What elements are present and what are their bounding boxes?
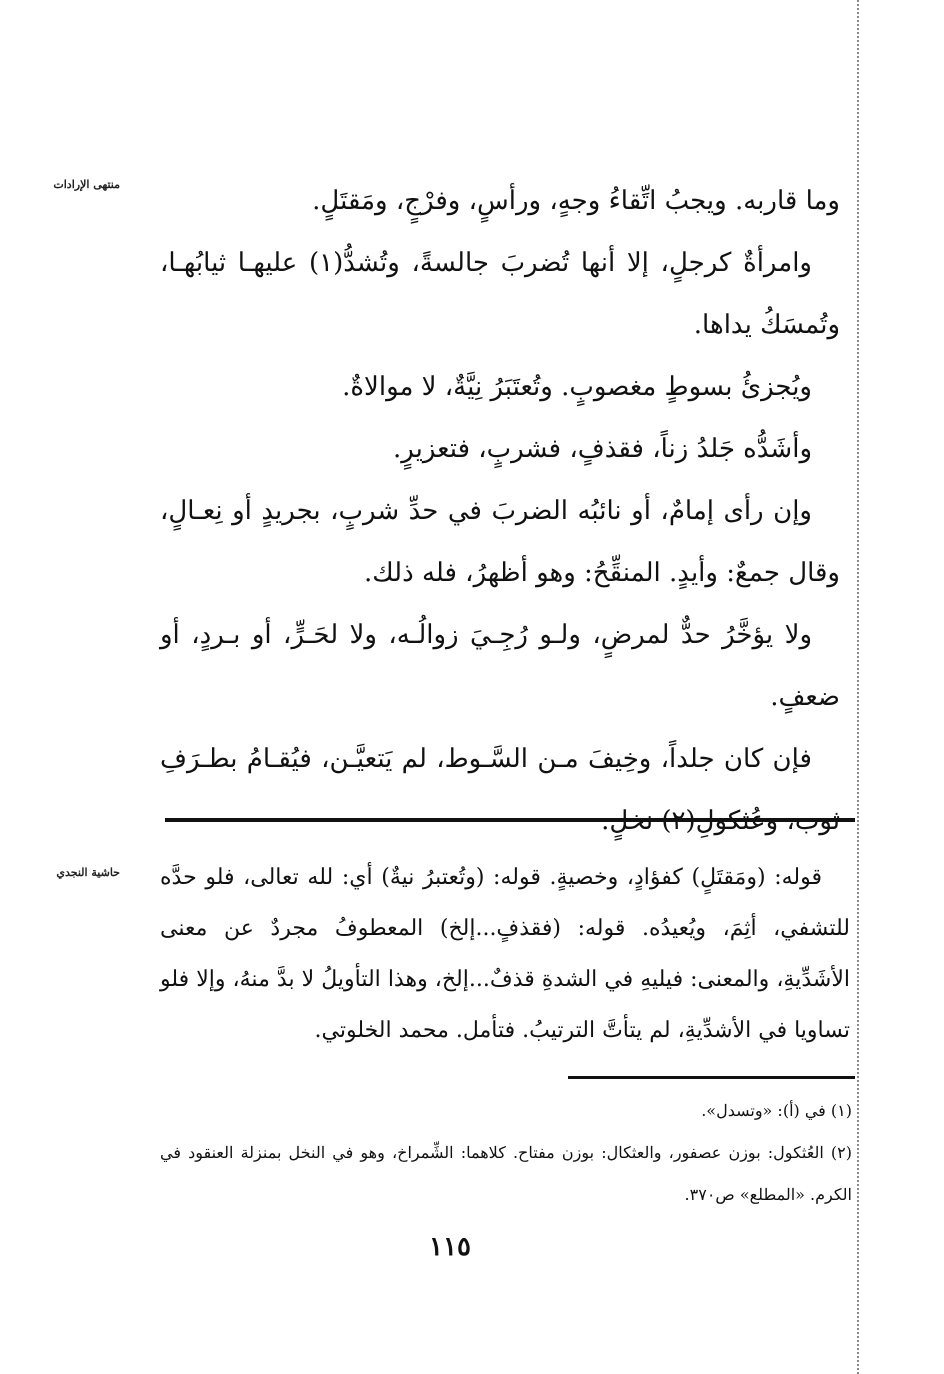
- main-text-block: [160, 170, 840, 852]
- footnote: (٢) العُثكول: بوزن عصفور، والعثكال: بوزن مفتاح. كلاهما: الشِّمراخ، وهو في النخل بمنزلة العنقود في الكرم. «المطلع» ص٣٧٠.: [160, 1143, 852, 1204]
- main-paragraph: ولا يؤخَّرُ حدٌّ لمرضٍ، ولـو رُجِـيَ زوالُـه، ولا لحَـرٍّ، أو بـردٍ، أو ضعفٍ.: [160, 620, 840, 712]
- commentary-block: [160, 852, 850, 1056]
- main-paragraph: وأشَدُّه جَلدُ زناً، فقذفٍ، فشربٍ، فتعزيرٍ.: [392, 434, 812, 464]
- page-number: ١١٥: [429, 1232, 471, 1262]
- main-paragraph: ويُجزئُ بسوطٍ مغصوبٍ. وتُعتَبَرُ نِيَّةٌ، لا موالاةٌ.: [342, 372, 812, 402]
- commentary-paragraph: قوله: (ومَقتَلٍ) كفؤادٍ، وخصيةٍ. قوله: (وتُعتبرُ نيةٌ) أي: لله تعالى، فلو حدَّه للتشفي، أثِمَ، ويُعيدُه. قوله: (فقذفٍ...إلخ) المعطوفُ مجردٌ عن معنى الأشَدِّيةِ، والمعنى: فيليهِ في الشدةِ قذفٌ...إلخ، وهذا التأويلُ لا بدَّ منهُ، وإلا فلو تساويا في الأشدِّيةِ، لم يتأتَّ الترتيبُ. فتأمل. محمد الخلوتي.: [160, 865, 850, 1043]
- main-paragraph: وإن رأى إمامٌ، أو نائبُه الضربَ في حدِّ شربٍ، بجريدٍ أو نِعـالٍ، وقال جمعٌ: وأيدٍ. المنقِّحُ: وهو أظهرُ، فله ذلك.: [160, 496, 840, 588]
- section-divider-rule: [165, 818, 855, 822]
- footnotes-block: [160, 1090, 852, 1216]
- side-label-commentary: حاشية النجدي: [56, 866, 120, 879]
- main-paragraph: وما قاربه. ويجبُ اتِّقاءُ وجهٍ، ورأسٍ، وفرْجٍ، ومَقتَلٍ.: [312, 186, 840, 216]
- side-label-book-title: منتهى الإرادات: [53, 178, 120, 191]
- binding-dotted-edge: [857, 0, 859, 1374]
- footnote-divider-rule: [568, 1076, 855, 1079]
- main-paragraph: وامرأةٌ كرجلٍ، إلا أنها تُضربَ جالسةً، وتُشدُّ(١) عليهـا ثيابُهـا، وتُمسَكُ يداها.: [160, 248, 840, 340]
- footnote: (١) في (أ): «وتسدل».: [701, 1101, 852, 1120]
- main-paragraph: فإن كان جلداً، وخِيفَ مـن السَّـوط، لم يَتعيَّـن، فيُقـامُ بطـرَفِ ثوب، وعُثكولِ(٢) نخلٍ.: [160, 744, 840, 836]
